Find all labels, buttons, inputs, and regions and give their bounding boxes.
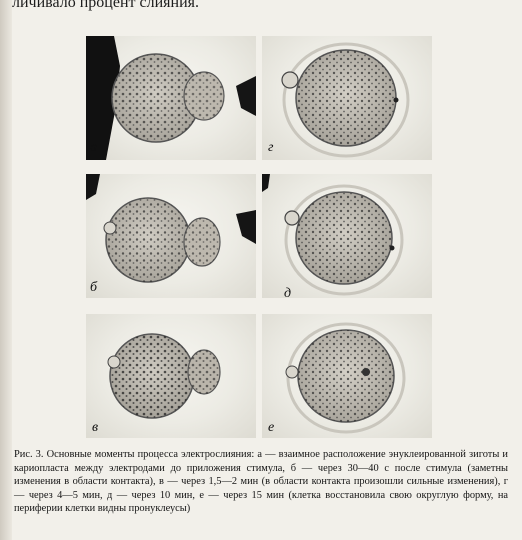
- micrograph-panel-g: [262, 36, 432, 160]
- micrograph-v-image: [86, 314, 256, 438]
- micrograph-panel-d: [262, 174, 432, 298]
- panel-label-b: б: [90, 280, 98, 295]
- micrograph-a-image: [86, 36, 256, 160]
- micrograph-panel-b: [86, 174, 256, 298]
- micrograph-e-image: [262, 314, 432, 438]
- micrograph-panel-a: [86, 36, 256, 160]
- panel-label-g: г: [268, 140, 274, 155]
- page-gutter: [0, 0, 12, 540]
- micrograph-panel-e: [262, 314, 432, 438]
- panel-label-d: д: [284, 286, 292, 298]
- figure-caption-text: Основные моменты процесса электрослияния: а — взаимное расположение энуклеированной зиготы и кариопласта между электродами до приложения стимула, б — через 30—40 с после стимула (заметны изменения в области контакта), в — через 1,5—2 мин (в области контакта произошли сильные изменения), г — через 4—5 мин, д — через 10 мин, е — через 15 мин (клетка восстановила свою округлую форму, на периферии клетки видны пронуклеусы): [14, 449, 508, 515]
- panel-label-v: в: [92, 420, 99, 435]
- micrograph-b-image: [86, 174, 256, 298]
- micrograph-d-image: [262, 174, 432, 298]
- figure-label: Рис. 3.: [14, 449, 44, 460]
- figure-caption: [14, 448, 508, 516]
- preceding-text-line: личивало процент слияния.: [12, 0, 199, 11]
- panel-label-a: а: [90, 140, 97, 155]
- micrograph-panel-v: [86, 314, 256, 438]
- micrograph-g-image: [262, 36, 432, 160]
- panel-label-e: е: [268, 420, 275, 435]
